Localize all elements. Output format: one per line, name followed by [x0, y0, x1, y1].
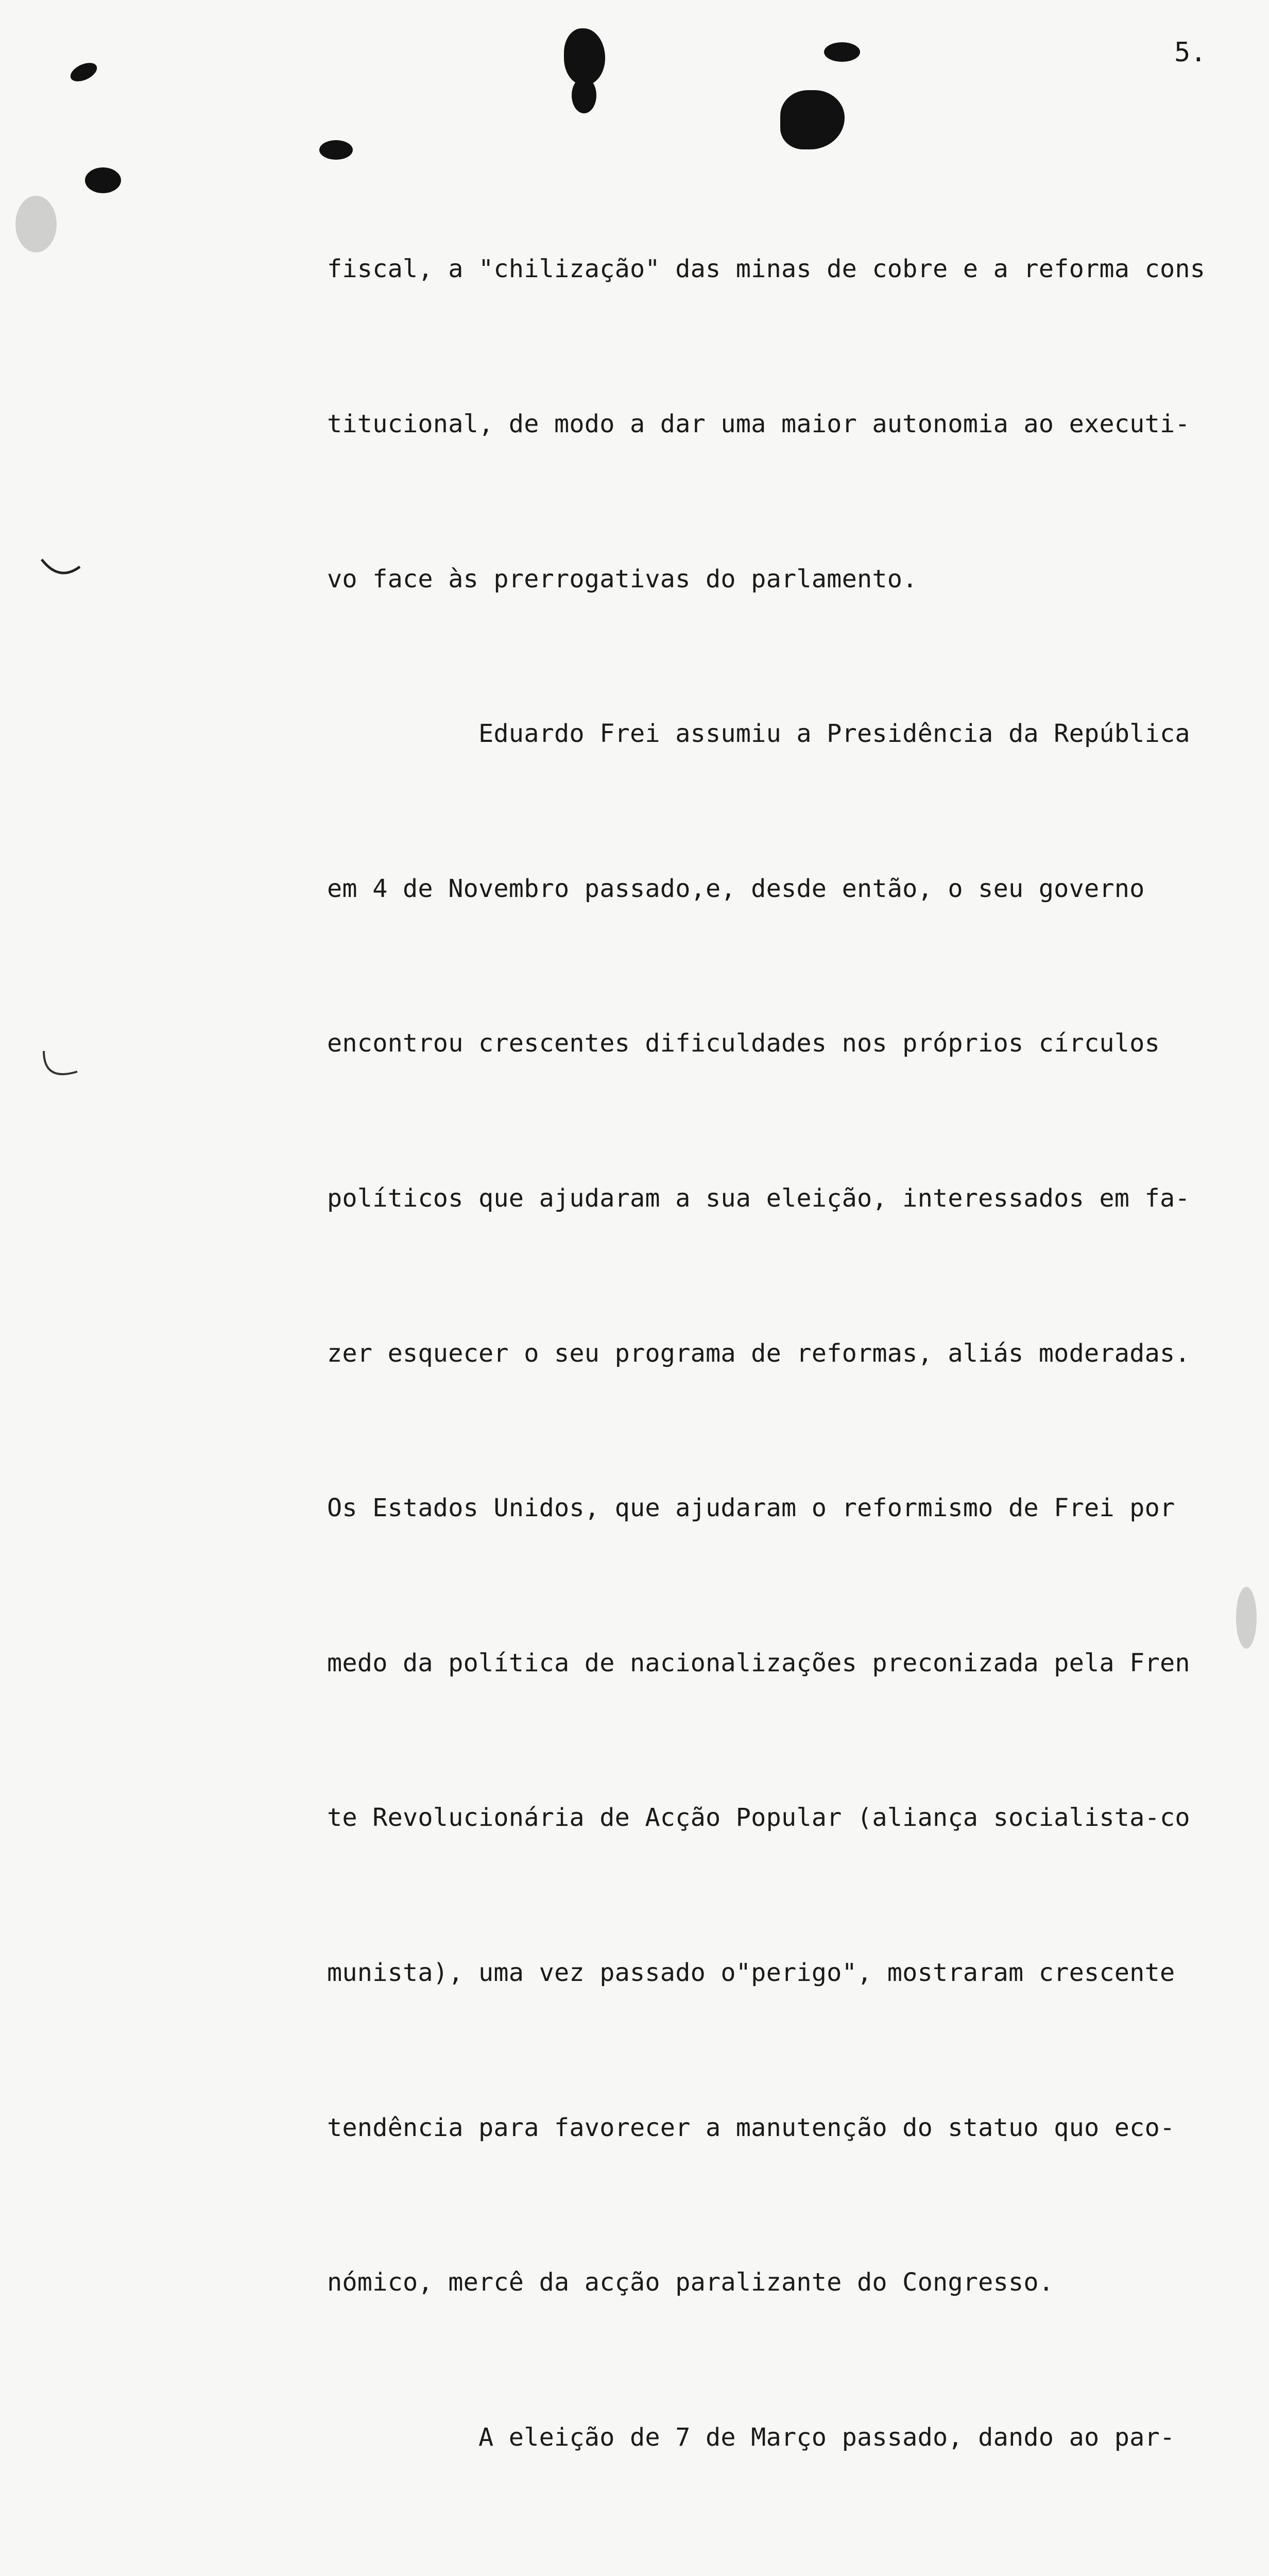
- text-line: vo face às prerrogativas do parlamento.: [327, 564, 918, 594]
- text-line: medo da política de nacionalizações preconizada pela Fren: [327, 1648, 1190, 1677]
- text-line: munista), uma vez passado o"perigo", mostraram crescente: [327, 1958, 1175, 1987]
- text-line: Os Estados Unidos, que ajudaram o reformismo de Frei por: [327, 1494, 1175, 1523]
- text-line: zer esquecer o seu programa de reformas, aliás moderadas.: [327, 1338, 1190, 1368]
- text-line: fiscal, a "chilização" das minas de cobre e a reforma cons: [327, 255, 1206, 284]
- body-text: [327, 140, 1226, 2576]
- ink-stain: [824, 42, 860, 62]
- text-line: Eduardo Frei assumiu a Presidência da República: [327, 719, 1190, 749]
- scan-speckle: [1236, 1587, 1257, 1649]
- punch-hole-mark: [39, 556, 85, 587]
- text-line: nómico, mercê da acção paralizante do Congresso.: [327, 2268, 1054, 2297]
- page-number: 5.: [1174, 37, 1207, 68]
- text-line: encontrou crescentes dificuldades nos próprios círculos: [327, 1029, 1160, 1058]
- ink-stain: [67, 59, 100, 85]
- text-line: políticos que ajudaram a sua eleição, interessados em fa-: [327, 1183, 1190, 1213]
- text-line: em 4 de Novembro passado,e, desde então, o seu governo: [327, 874, 1145, 903]
- ink-stain: [572, 77, 596, 113]
- ink-stain: [85, 167, 121, 193]
- scan-speckle: [15, 196, 57, 252]
- text-line: titucional, de modo a dar uma maior autonomia ao executi-: [327, 410, 1190, 438]
- text-line: A eleição de 7 de Março passado, dando ao par-: [327, 2422, 1175, 2452]
- text-line: [327, 2566, 1226, 2576]
- text-line: tendência para favorecer a manutenção do statuo quo eco-: [327, 2113, 1175, 2142]
- ink-stain: [564, 28, 605, 85]
- punch-hole-mark: [39, 1046, 85, 1087]
- text-line: te Revolucionária de Acção Popular (aliança socialista-co: [327, 1803, 1190, 1833]
